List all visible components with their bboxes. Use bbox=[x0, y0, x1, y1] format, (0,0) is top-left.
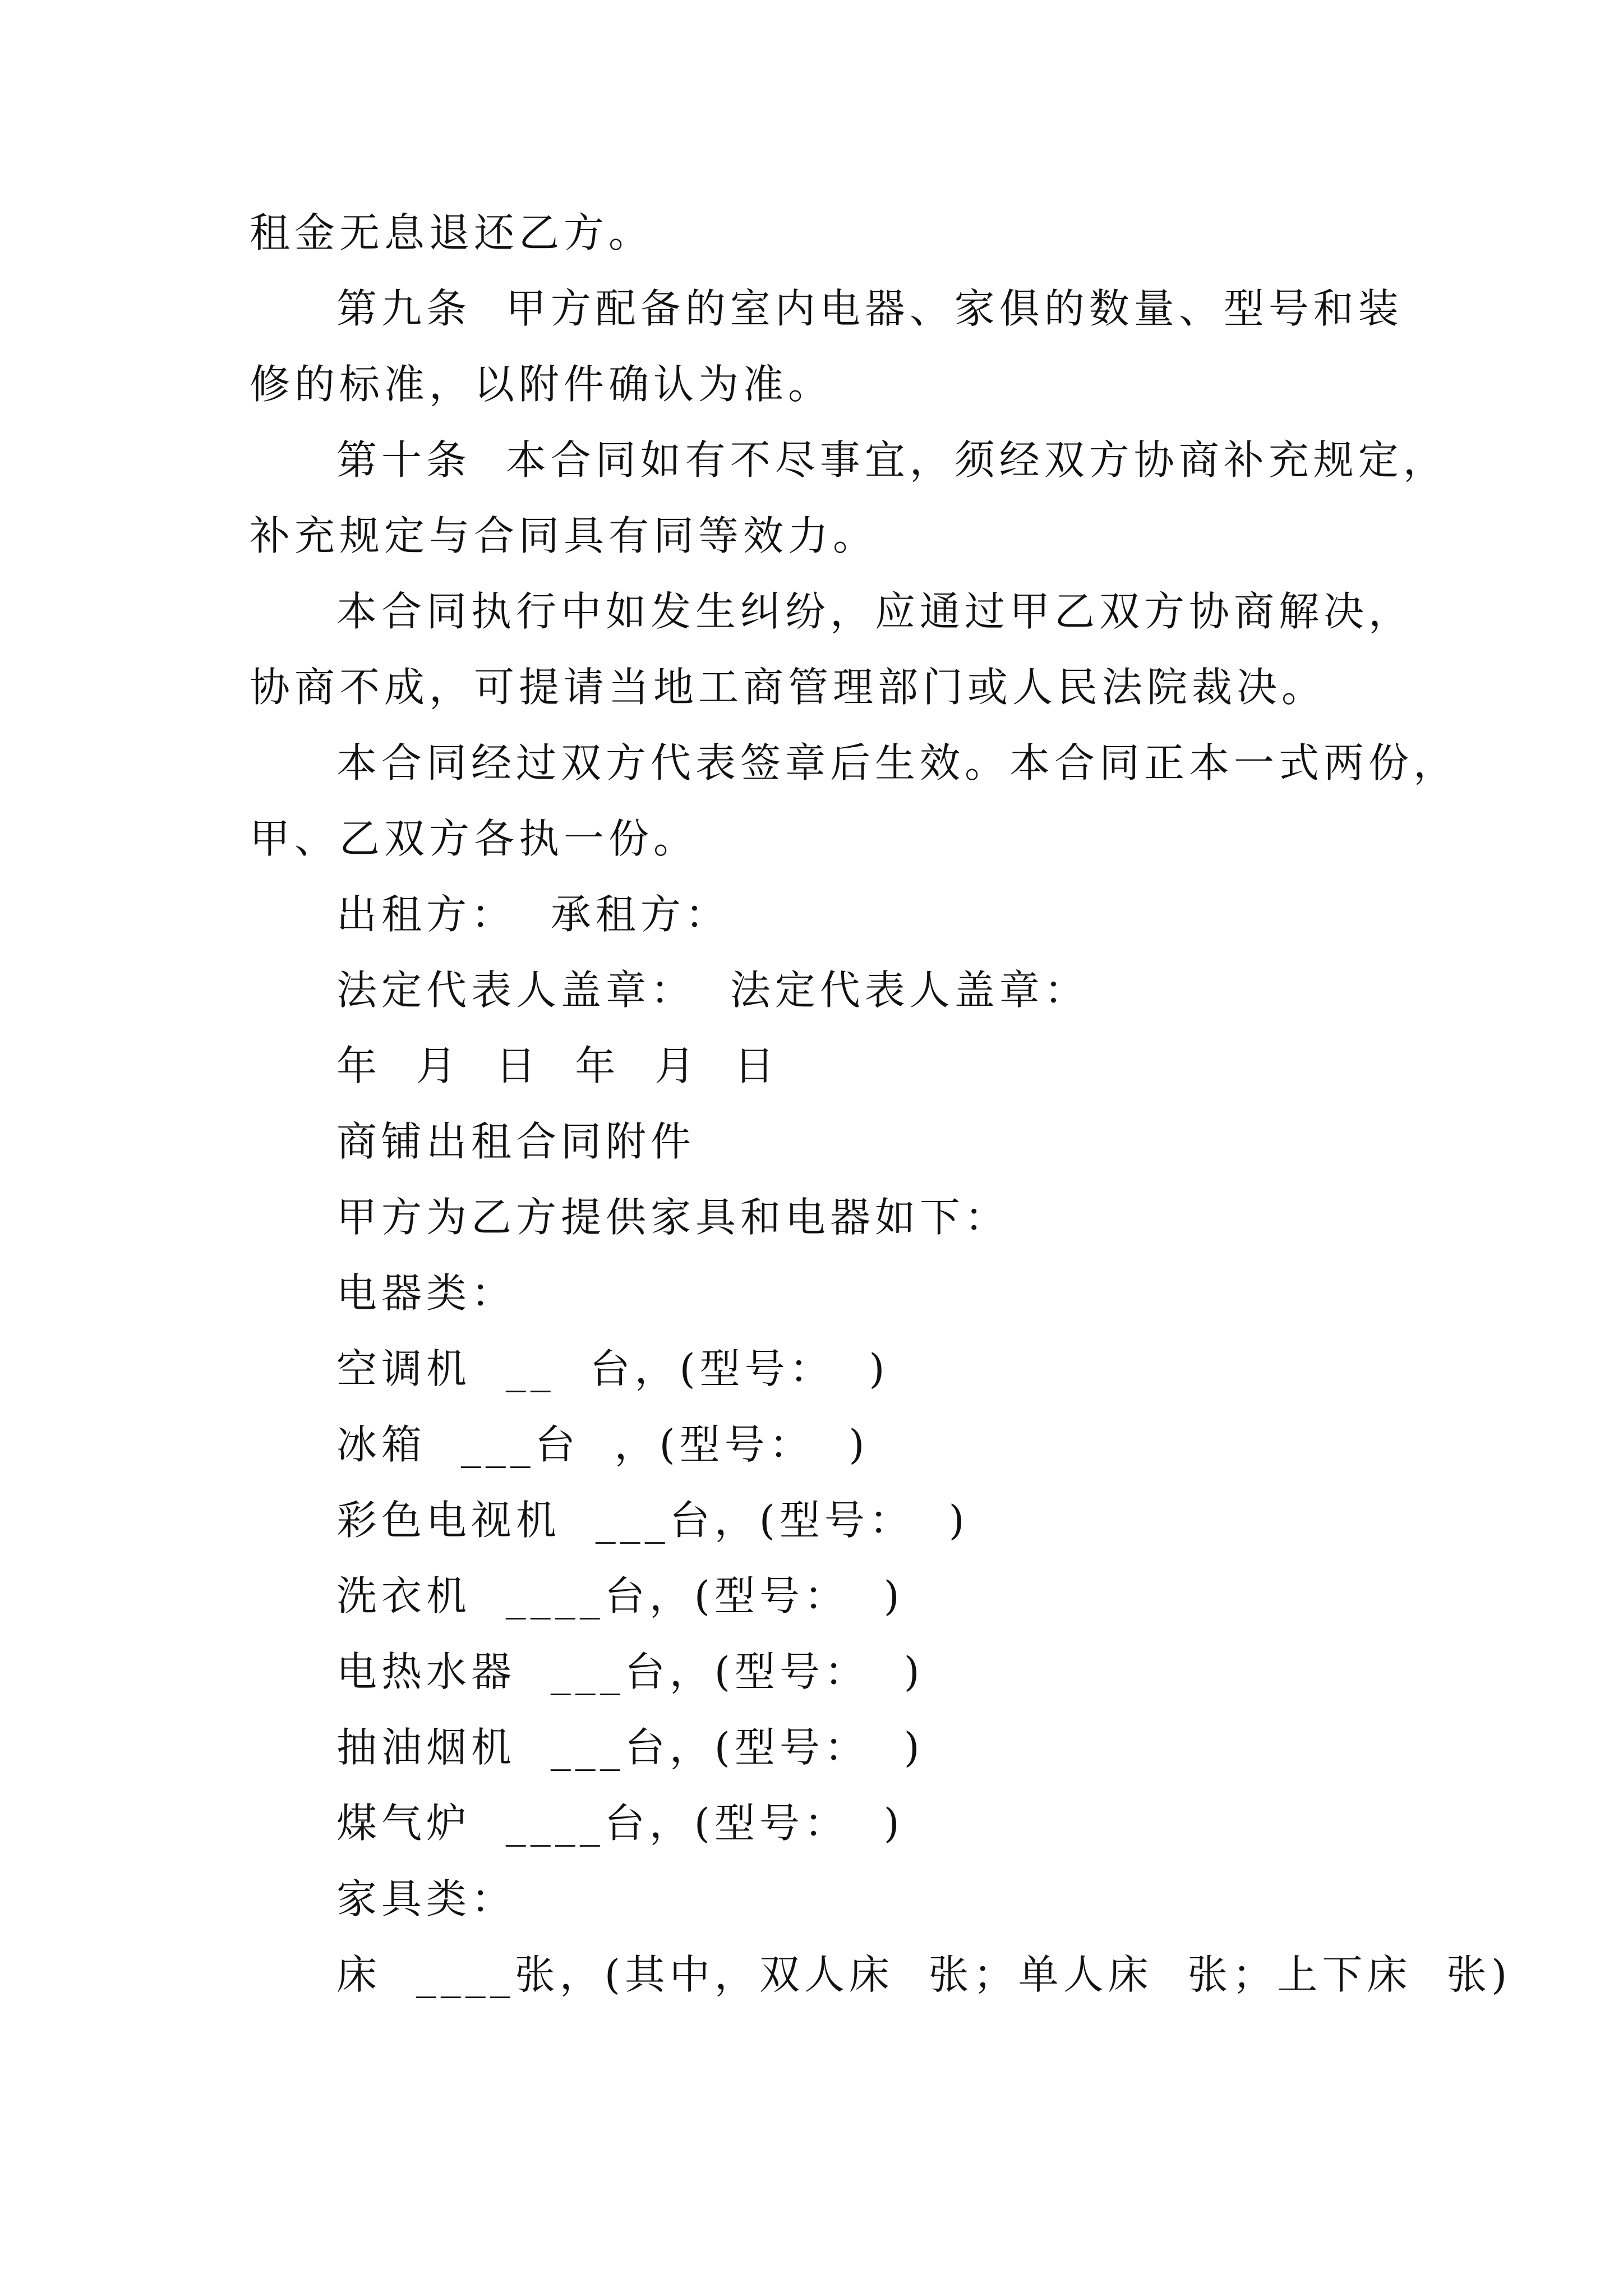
text-line: 电器类： bbox=[336, 1269, 517, 1317]
text-line: 租金无息退还乙方。 bbox=[250, 209, 654, 256]
text-line: 法定代表人盖章： 法定代表人盖章： bbox=[336, 967, 1089, 1014]
text-line: 空调机 __ 台，(型号： ) bbox=[336, 1345, 889, 1392]
text-line: 补充规定与合同具有同等效力。 bbox=[250, 512, 878, 559]
text-line: 甲方为乙方提供家具和电器如下： bbox=[336, 1194, 1010, 1241]
text-line: 年 月 日 年 月 日 bbox=[336, 1042, 779, 1089]
text-line: 修的标准，以附件确认为准。 bbox=[250, 361, 833, 408]
text-line: 第十条 本合同如有不尽事宜，须经双方协商补充规定， bbox=[336, 436, 1448, 484]
text-line: 抽油烟机 ___台，(型号： ) bbox=[336, 1724, 924, 1771]
text-line: 协商不成，可提请当地工商管理部门或人民法院裁决。 bbox=[250, 664, 1327, 711]
text-line: 甲、乙双方各执一份。 bbox=[250, 815, 699, 862]
text-line: 床 ____张，(其中，双人床 张；单人床 张；上下床 张) bbox=[336, 1951, 1512, 1998]
text-line: 煤气炉 ____台，(型号： ) bbox=[336, 1800, 904, 1847]
text-line: 电热水器 ___台，(型号： ) bbox=[336, 1648, 924, 1695]
text-line: 冰箱 ___台 ，(型号： ) bbox=[336, 1421, 869, 1468]
text-line: 本合同经过双方代表签章后生效。本合同正本一式两份， bbox=[336, 739, 1459, 786]
text-line: 出租方： 承租方： bbox=[336, 891, 730, 938]
text-line: 洗衣机 ____台，(型号： ) bbox=[336, 1572, 904, 1619]
text-line: 商铺出租合同附件 bbox=[336, 1118, 696, 1165]
text-line: 第九条 甲方配备的室内电器、家俱的数量、型号和装 bbox=[336, 285, 1403, 332]
text-line: 本合同执行中如发生纠纷，应通过甲乙双方协商解决， bbox=[336, 588, 1414, 635]
text-line: 家具类： bbox=[336, 1875, 517, 1922]
text-line: 彩色电视机 ___台，(型号： ) bbox=[336, 1497, 969, 1544]
